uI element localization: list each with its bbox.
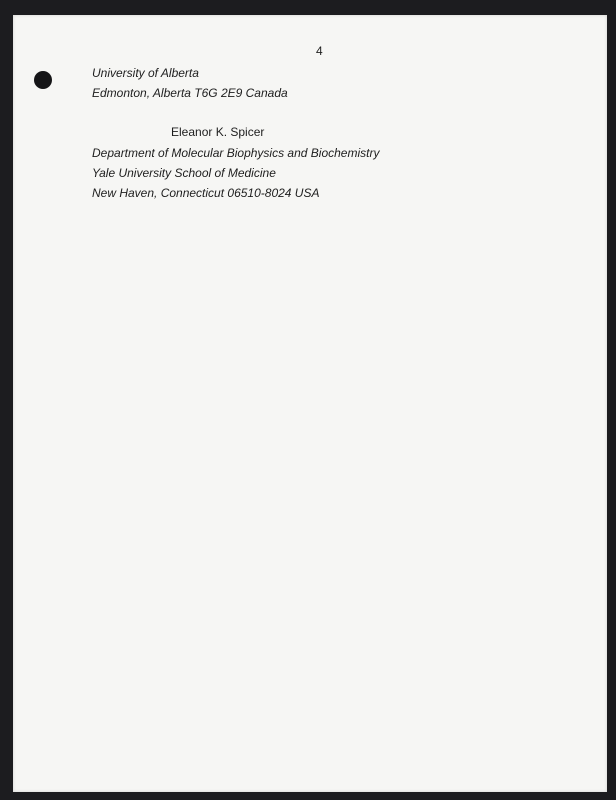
affiliation-institution: University of Alberta bbox=[92, 66, 199, 80]
author-institution: Yale University School of Medicine bbox=[92, 166, 276, 180]
author-name: Eleanor K. Spicer bbox=[171, 125, 265, 139]
affiliation-address: Edmonton, Alberta T6G 2E9 Canada bbox=[92, 86, 288, 100]
paper-sheet bbox=[13, 15, 607, 792]
author-address: New Haven, Connecticut 06510-8024 USA bbox=[92, 186, 320, 200]
author-department: Department of Molecular Biophysics and Biochemistry bbox=[92, 146, 380, 160]
page-number: 4 bbox=[316, 44, 323, 58]
punch-hole bbox=[34, 71, 52, 89]
